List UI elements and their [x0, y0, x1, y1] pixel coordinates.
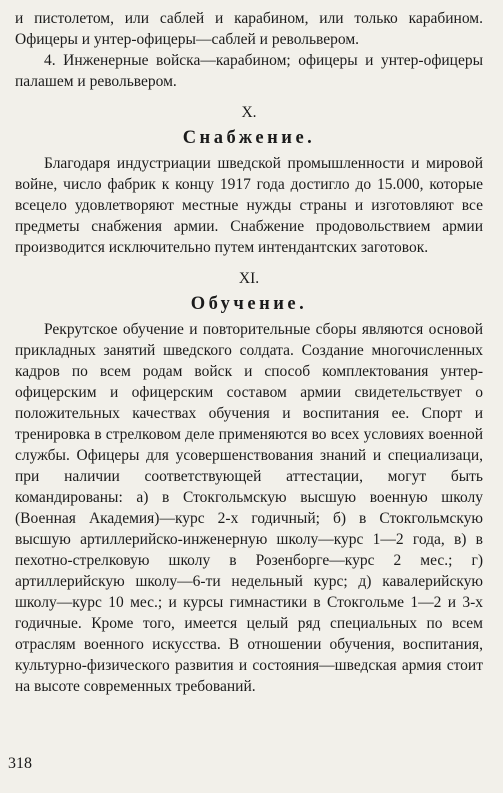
section-number-xi: XI.	[238, 270, 260, 287]
paragraph-training: Рекрутское обучение и повторительные сборы являются основой прикладных занятий шведского солдата. Создание многочисленных кадров по всем родам войск и способ комплектования унтер-офицерским и офицерским составом армии свидетельствует о положительных качествах обучения и воспитания ее. Спорт и тренировка в стрелковом деле применяются во всех условиях военной службы. Офицеры для усовершенствования знаний и специализаци, при наличии соответствующей аттестации, могут быть командированы: а) в Стокгольмскую высшую военную школу (Военная Академия)—курс 2-х годичный; б) в Стокгольмскую высшую артиллерийско-инженерную школу—курс 1—2 года, в) в пехотно-стрелковую школу в Розенборге—курс 2 мес.; г) артиллерийскую школу—6-ти недельный курс; д) кавалерийскую школу—курс 10 мес.; и курсы гимнастики в Стокгольме 1—2 и 3-х годичные. Кроме того, имеется целый ряд специальных по всем отраслям военного искусства. В отношении обучения, воспитания, культурно-физического развития и состояния—шведская армия стоит на высоте современных требований.	[15, 321, 483, 695]
paragraph-continuation: и пистолетом, или саблей и карабином, или только карабином. Офицеры и унтер-офицеры—саблей и револьвером.	[15, 10, 483, 48]
section-title-training: Обучение.	[190, 294, 308, 314]
paragraph-supply: Благодаря индустриации шведской промышленности и мировой войне, число фабрик к концу 1917 года достигло до 15.000, которые всецело удовлетворяют местные нужды страны и изготовляют все предметы снабжения армии. Снабжение продовольствием армии производится исключительно путем интендантских заготовок.	[15, 155, 483, 256]
paragraph-engineer-troops: 4. Инженерные войска—карабином; офицеры и унтер-офицеры палашем и револьвером.	[15, 52, 483, 90]
section-number-x: X.	[241, 104, 257, 121]
section-title-supply: Снабжение.	[182, 128, 316, 148]
page-number: 318	[8, 755, 32, 772]
